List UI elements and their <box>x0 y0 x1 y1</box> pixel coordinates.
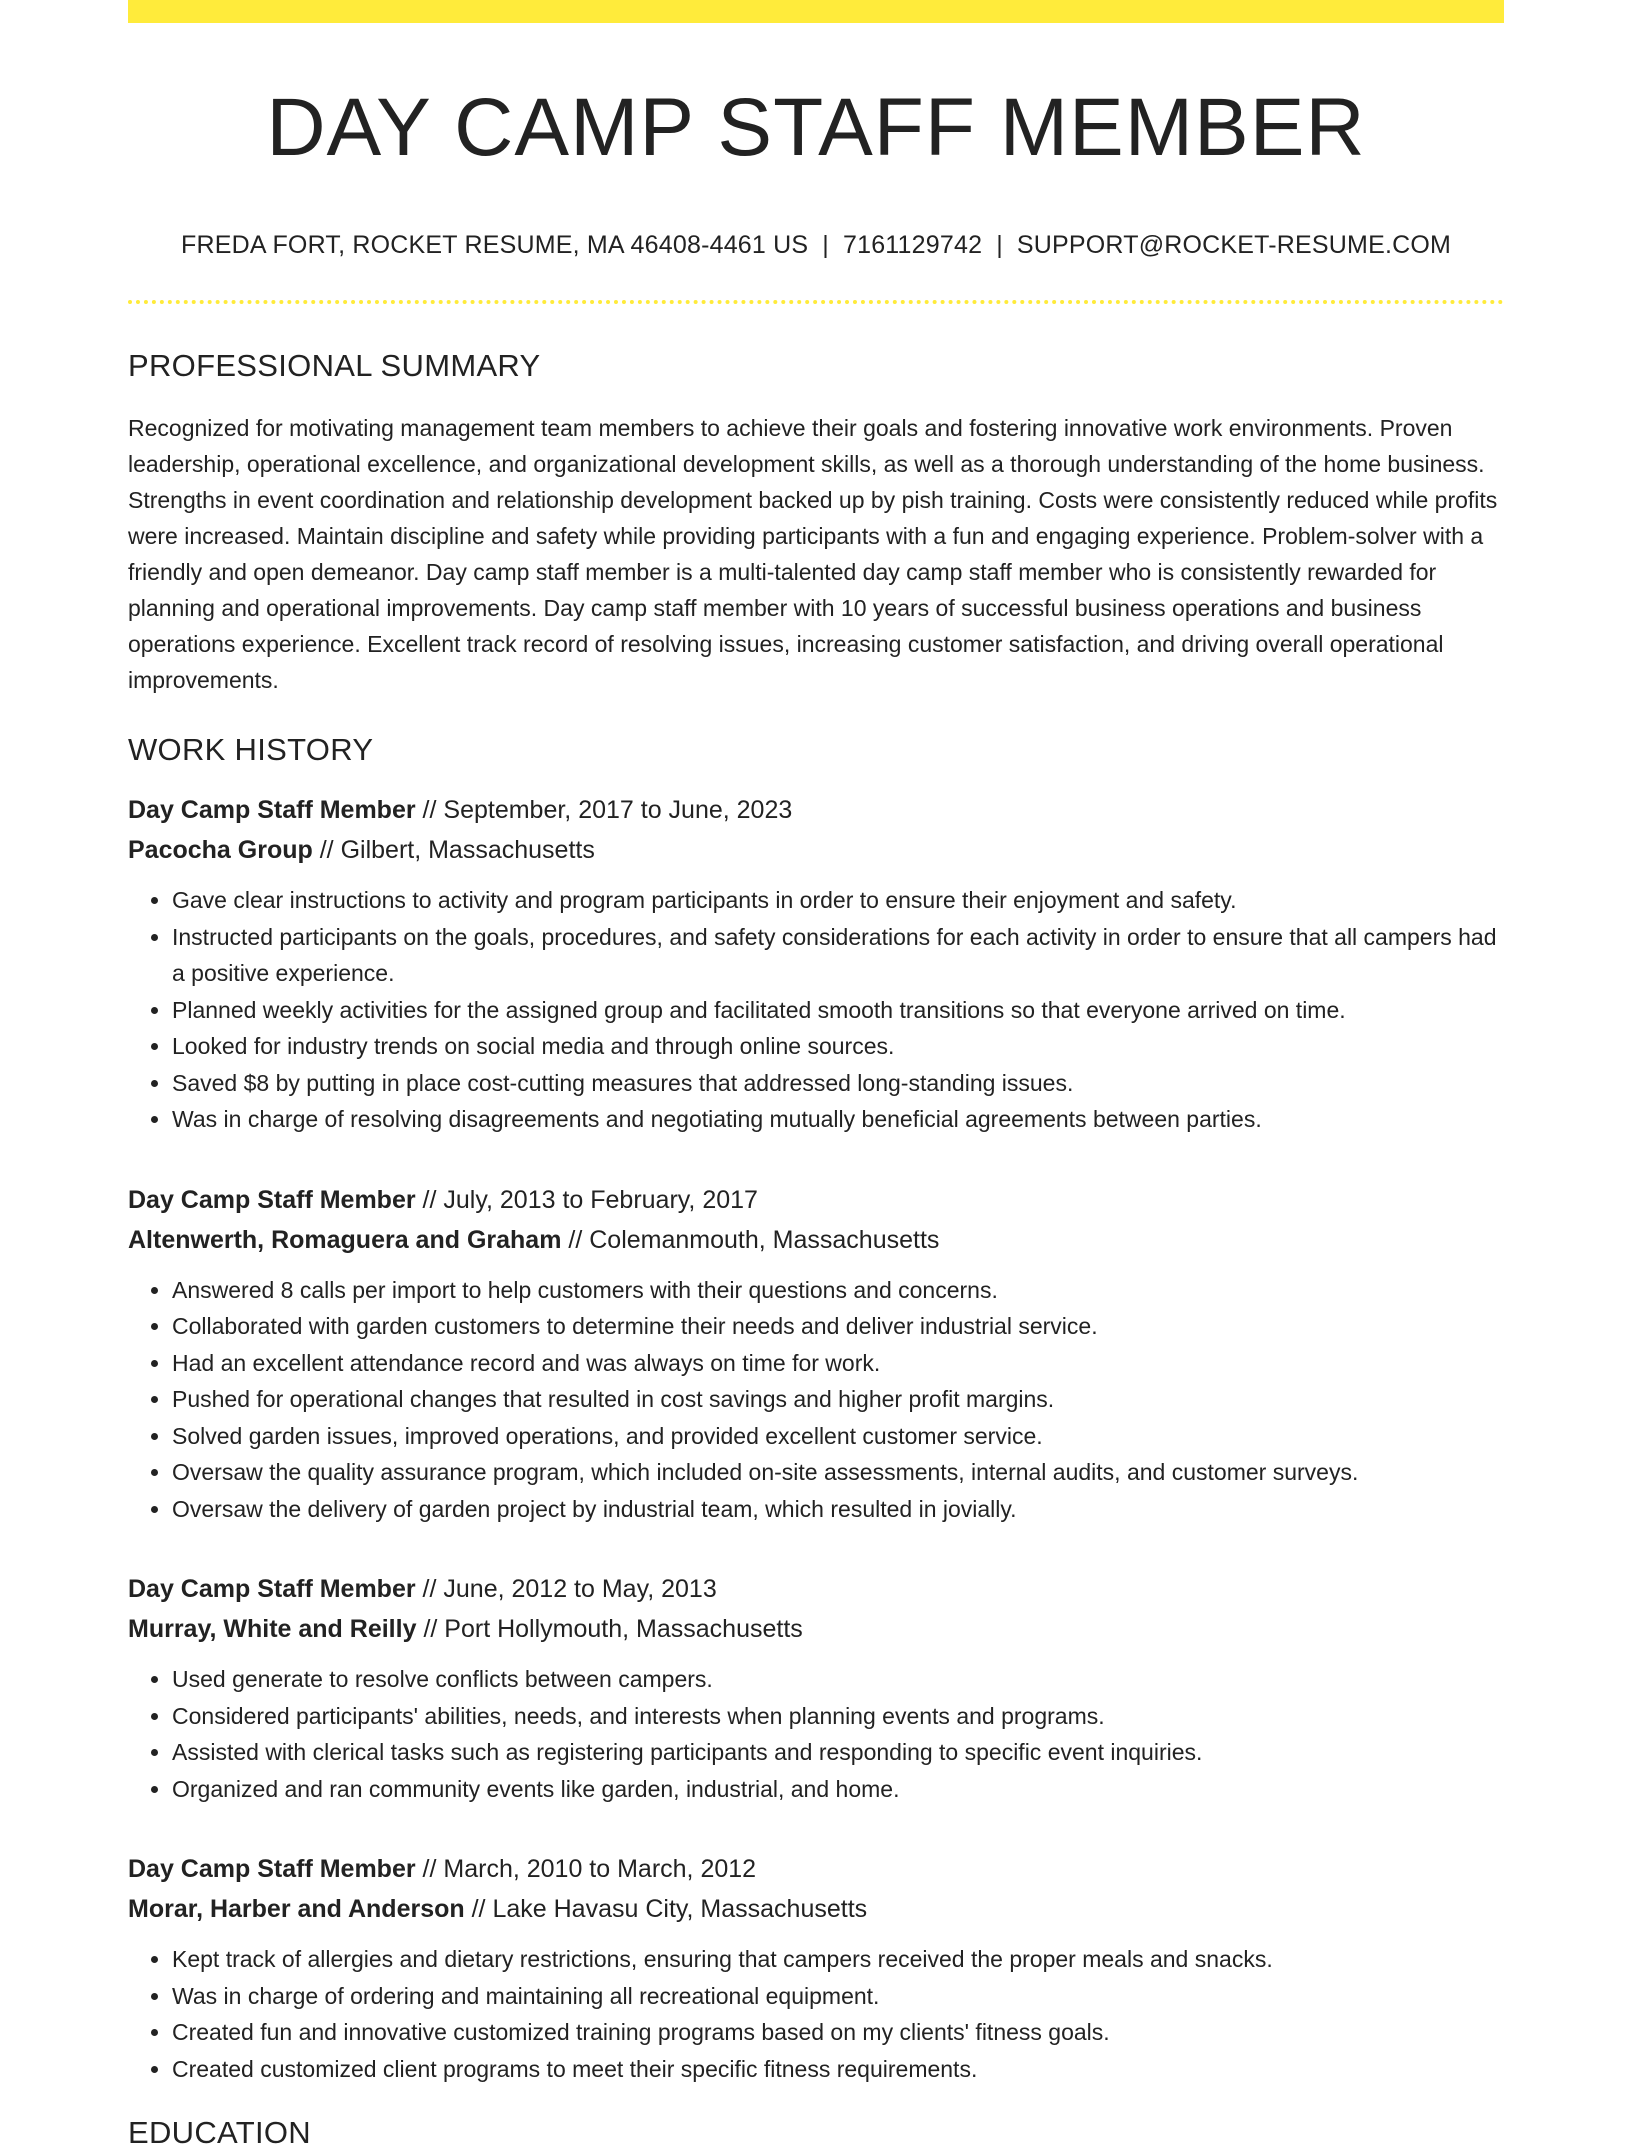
job-bullet-list <box>128 882 1504 1138</box>
job-divider: // <box>422 1575 437 1604</box>
job-title-line <box>128 790 1504 830</box>
job-company: Altenwerth, Romaguera and Graham <box>128 1225 562 1254</box>
job-bullet: • Oversaw the quality assurance program, which included on-site assessments, internal audits, and customer surveys. <box>172 1454 1504 1491</box>
contact-email: SUPPORT@ROCKET-RESUME.COM <box>1016 231 1452 260</box>
summary-text: Recognized for motivating management team members to achieve their goals and fostering innovative work environments. Proven leadership, operational excellence, and organizational development skills, as well as a thorough understanding of the home business. Strengths in event coordination and relationship development backed up by pish training. Costs were consistently reduced while profits were increased. Maintain discipline and safety while providing participants with a fun and engaging experience. Problem-solver with a friendly and open demeanor. Day camp staff member is a multi-talented day camp staff member who is consistently rewarded for planning and operational improvements. Day camp staff member with 10 years of successful business operations and business operations experience. Excellent track record of resolving issues, increasing customer satisfaction, and driving overall operational improvements. <box>128 415 1498 694</box>
job-bullet: • Was in charge of resolving disagreements and negotiating mutually beneficial agreements between parties. <box>172 1101 1504 1138</box>
job-company: Murray, White and Reilly <box>128 1615 417 1644</box>
education-heading: EDUCATION <box>128 2115 311 2151</box>
job-role: Day Camp Staff Member <box>128 796 416 825</box>
job-location: Gilbert, Massachusetts <box>340 836 595 865</box>
job-title-line <box>128 1180 1504 1220</box>
job-role: Day Camp Staff Member <box>128 1575 416 1604</box>
job-divider: // <box>422 1185 437 1214</box>
job-bullet: • Created fun and innovative customized training programs based on my clients' fitness goals. <box>172 2014 1504 2051</box>
job-role: Day Camp Staff Member <box>128 1855 416 1884</box>
job-company-line <box>128 1889 1504 1929</box>
job-bullet: • Organized and ran community events like garden, industrial, and home. <box>172 1771 1504 1808</box>
job-divider: // <box>422 1855 437 1884</box>
job-bullet: • Considered participants' abilities, needs, and interests when planning events and programs. <box>172 1698 1504 1735</box>
job-divider: // <box>319 836 334 865</box>
job-location: Lake Havasu City, Massachusetts <box>492 1895 868 1924</box>
job-bullet-list <box>128 1272 1504 1528</box>
job-location: Colemanmouth, Massachusetts <box>589 1225 940 1254</box>
job-dates: September, 2017 to June, 2023 <box>443 796 793 825</box>
job-dates: March, 2010 to March, 2012 <box>443 1855 757 1884</box>
job-bullet: • Solved garden issues, improved operations, and provided excellent customer service. <box>172 1418 1504 1455</box>
job-entry <box>128 1849 1504 2087</box>
contact-line <box>128 231 1504 260</box>
job-company-line <box>128 830 1504 870</box>
job-bullet: • Created customized client programs to meet their specific fitness requirements. <box>172 2051 1504 2088</box>
job-bullet: • Collaborated with garden customers to determine their needs and deliver industrial service. <box>172 1308 1504 1345</box>
job-entry <box>128 1180 1504 1528</box>
job-divider: // <box>471 1895 486 1924</box>
job-title-line <box>128 1849 1504 1889</box>
job-bullet: • Was in charge of ordering and maintaining all recreational equipment. <box>172 1978 1504 2015</box>
job-bullet-list <box>128 1661 1504 1807</box>
job-bullet-list <box>128 1941 1504 2087</box>
job-entry <box>128 790 1504 1138</box>
job-entry <box>128 1569 1504 1807</box>
job-dates: July, 2013 to February, 2017 <box>443 1185 758 1214</box>
resume-title: DAY CAMP STAFF MEMBER <box>266 82 1366 173</box>
accent-top-bar <box>128 0 1504 23</box>
job-bullet: • Answered 8 calls per import to help customers with their questions and concerns. <box>172 1272 1504 1309</box>
contact-separator: | <box>996 231 1003 260</box>
job-dates: June, 2012 to May, 2013 <box>443 1575 717 1604</box>
contact-separator: | <box>822 231 829 260</box>
job-company: Pacocha Group <box>128 836 313 865</box>
job-bullet: • Pushed for operational changes that resulted in cost savings and higher profit margins. <box>172 1381 1504 1418</box>
job-bullet: • Oversaw the delivery of garden project by industrial team, which resulted in jovially. <box>172 1491 1504 1528</box>
job-divider: // <box>568 1225 583 1254</box>
job-company: Morar, Harber and Anderson <box>128 1895 465 1924</box>
job-location: Port Hollymouth, Massachusetts <box>444 1615 803 1644</box>
job-bullet: • Gave clear instructions to activity and program participants in order to ensure their enjoyment and safety. <box>172 882 1504 919</box>
job-company-line <box>128 1609 1504 1649</box>
job-role: Day Camp Staff Member <box>128 1185 416 1214</box>
work-history-heading: WORK HISTORY <box>128 732 374 768</box>
job-divider: // <box>423 1615 438 1644</box>
job-bullet: • Looked for industry trends on social media and through online sources. <box>172 1028 1504 1065</box>
resume-page <box>128 0 1504 2151</box>
job-bullet: • Used generate to resolve conflicts between campers. <box>172 1661 1504 1698</box>
job-company-line <box>128 1220 1504 1260</box>
job-bullet: • Kept track of allergies and dietary restrictions, ensuring that campers received the proper meals and snacks. <box>172 1941 1504 1978</box>
summary-heading: PROFESSIONAL SUMMARY <box>128 348 541 384</box>
job-bullet: • Had an excellent attendance record and was always on time for work. <box>172 1345 1504 1382</box>
job-bullet: • Instructed participants on the goals, procedures, and safety considerations for each activity in order to ensure that all campers had a positive experience. <box>172 919 1504 992</box>
contact-phone: 7161129742 <box>843 231 983 260</box>
job-bullet: • Assisted with clerical tasks such as registering participants and responding to specific event inquiries. <box>172 1734 1504 1771</box>
job-title-line <box>128 1569 1504 1609</box>
job-divider: // <box>422 796 437 825</box>
job-bullet: • Saved $8 by putting in place cost-cutting measures that addressed long-standing issues. <box>172 1065 1504 1102</box>
dotted-divider <box>128 300 1504 304</box>
contact-address: FREDA FORT, ROCKET RESUME, MA 46408-4461 US <box>180 231 809 260</box>
job-bullet: • Planned weekly activities for the assigned group and facilitated smooth transitions so that everyone arrived on time. <box>172 992 1504 1029</box>
